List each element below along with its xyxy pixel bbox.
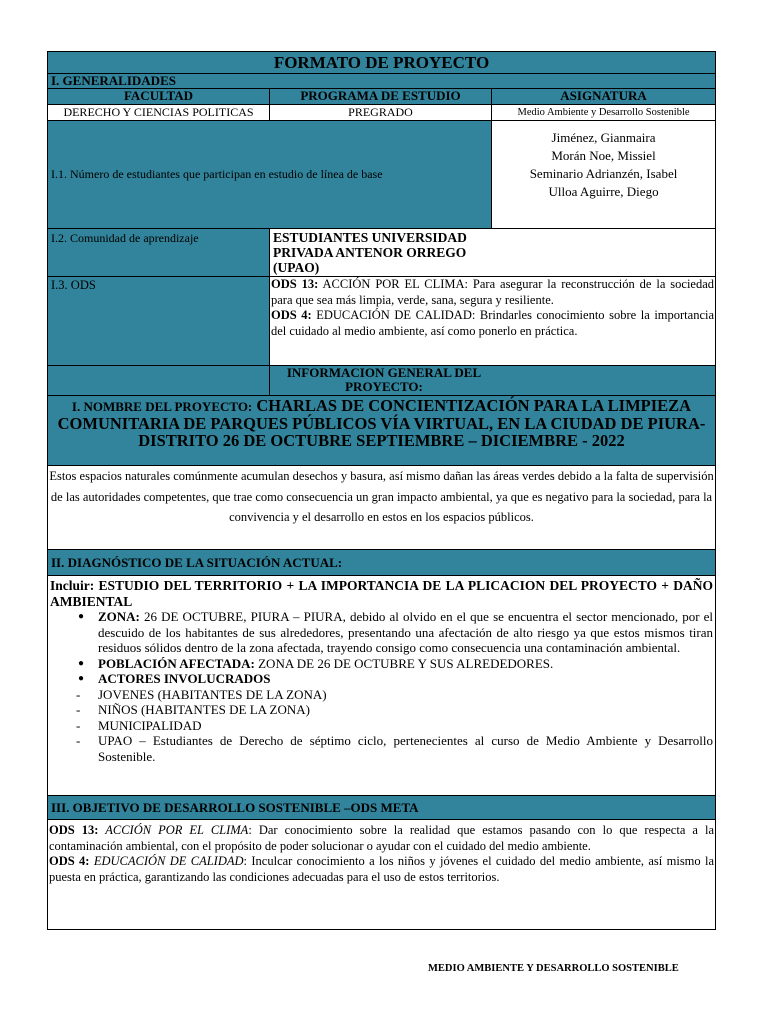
students-list [492,121,716,229]
info-general-line: INFORMACION GENERAL DEL [286,365,482,380]
diagnostico-body [48,576,716,796]
objetivo-ods4-name: EDUCACIÓN DE CALIDAD [89,854,244,868]
ods4-text: EDUCACIÓN DE CALIDAD: Brindarles conocimiento sobre la importancia del cuidado al medio ambiente, así como ponerlo en práctica. [271,308,715,338]
ods4-paragraph [271,308,714,339]
objetivo-ods13 [49,823,714,854]
section-generalidades: I. GENERALIDADES [48,74,716,89]
project-name [48,396,716,466]
i3-label: I.3. ODS [48,277,270,366]
objetivo-body [48,820,716,930]
project-format-document [47,51,715,930]
actores-label: ACTORES INVOLUCRADOS [98,671,271,686]
objetivo-ods13-name: ACCIÓN POR EL CLIMA [98,823,249,837]
ods13-paragraph [271,277,714,308]
student-name: Morán Noe, Missiel [551,148,656,163]
list-item [98,609,713,656]
student-name: Jiménez, Gianmaira [551,130,656,145]
info-general-spacer [48,366,270,396]
project-table [47,51,716,930]
list-item [98,656,713,672]
poblacion-label: POBLACIÓN AFECTADA: [98,655,255,671]
objetivo-ods4-label: ODS 4: [49,854,90,868]
project-name-lead: I. NOMBRE DEL PROYECTO: [71,399,253,414]
objetivo-ods13-label: ODS 13: [49,823,99,837]
i2-value [270,229,716,277]
incluir-text: Incluir: ESTUDIO DEL TERRITORIO + LA IMPORTANCIA DE LA PLICACION DEL PROYECTO + DAÑO AMBIENTAL [50,578,714,609]
community-line: ESTUDIANTES UNIVERSIDAD [273,230,467,245]
zona-text: 26 DE OCTUBRE, PIURA – PIURA, debido al olvido en el que se encuentra el sector mencionado, por el descuido de los habitantes de sus alrededores, presentando una afectación de alto riesgo ya que estos mismos tiran residuos sólidos dentro de la zona afectada, trayendo consigo como consecuencia una contaminación ambiental. [98,609,714,655]
header-programa: PROGRAMA DE ESTUDIO [270,89,492,105]
header-facultad: FACULTAD [48,89,270,105]
section-diagnostico: II. DIAGNÓSTICO DE LA SITUACIÓN ACTUAL: [48,550,716,576]
objetivo-ods13-text: : Dar conocimiento sobre la realidad que estamos pasando con lo que respecta a la contaminación ambiental, con el propósito de poder solucionar o ayudar con el cuidado del medio ambiente. [49,823,715,853]
actor-item: - UPAO – Estudiantes de Derecho de séptimo ciclo, pertenecientes al curso de Medio Ambiente y Desarrollo Sostenible. [98,733,713,764]
student-name: Seminario Adrianzén, Isabel [529,166,678,181]
actor-item: - NIÑOS (HABITANTES DE LA ZONA) [98,702,713,718]
actor-item: - JOVENES (HABITANTES DE LA ZONA) [98,687,713,703]
header-asignatura: ASIGNATURA [492,89,716,105]
document-title: FORMATO DE PROYECTO [48,52,716,74]
community-line: (UPAO) [273,260,320,275]
community-line: PRIVADA ANTENOR ORREGO [273,245,467,260]
ods13-text: ACCIÓN POR EL CLIMA: Para asegurar la reconstrucción de la sociedad para que sea más limpia, verde, sana, segura y resiliente. [271,277,715,307]
list-item [98,671,713,687]
ods13-label: ODS 13: [271,277,319,291]
poblacion-text: ZONA DE 26 DE OCTUBRE Y SUS ALREDEDORES. [254,655,554,671]
project-name-value: CHARLAS DE CONCIENTIZACIÓN PARA LA LIMPIEZA COMUNITARIA DE PARQUES PÚBLICOS VÍA VIRTUAL, EN LA CIUDAD DE PIURA- DISTRITO 26 DE OCTUBRE SEPTIEMBRE – DICIEMBRE - 2022 [57,396,706,450]
value-facultad: DERECHO Y CIENCIAS POLITICAS [48,105,270,121]
value-asignatura: Medio Ambiente y Desarrollo Sostenible [492,105,716,121]
project-description: Estos espacios naturales comúnmente acumulan desechos y basura, así mismo dañan las áreas verdes debido a la falta de supervisión de las autoridades competentes, que trae como consecuencia un gran impacto ambiental, ya que es negativo para la sociedad, para la convivencia y el desarrollo en estos en los espacios públicos. [48,466,716,550]
student-name: Ulloa Aguirre, Diego [548,184,659,199]
value-programa: PREGRADO [270,105,492,121]
i1-label: I.1. Número de estudiantes que participan en estudio de línea de base [48,121,492,229]
info-general-line: PROYECTO: [345,379,423,394]
i2-label: I.2. Comunidad de aprendizaje [48,229,270,277]
objetivo-ods4 [49,854,714,885]
i3-value [270,277,716,366]
actor-item: - MUNICIPALIDAD [98,718,713,734]
info-general-heading [270,366,716,396]
zona-label: ZONA: [98,609,140,624]
objetivo-ods4-text: : Inculcar conocimiento a los niños y jóvenes el cuidado del medio ambiente, así mismo la puesta en práctica, garantizando las condiciones adecuadas para el uso de estos territorios. [49,854,715,884]
page-footer: MEDIO AMBIENTE Y DESARROLLO SOSTENIBLE [428,963,679,974]
section-objetivo: III. OBJETIVO DE DESARROLLO SOSTENIBLE –ODS META [48,796,716,820]
ods4-label: ODS 4: [271,308,312,322]
